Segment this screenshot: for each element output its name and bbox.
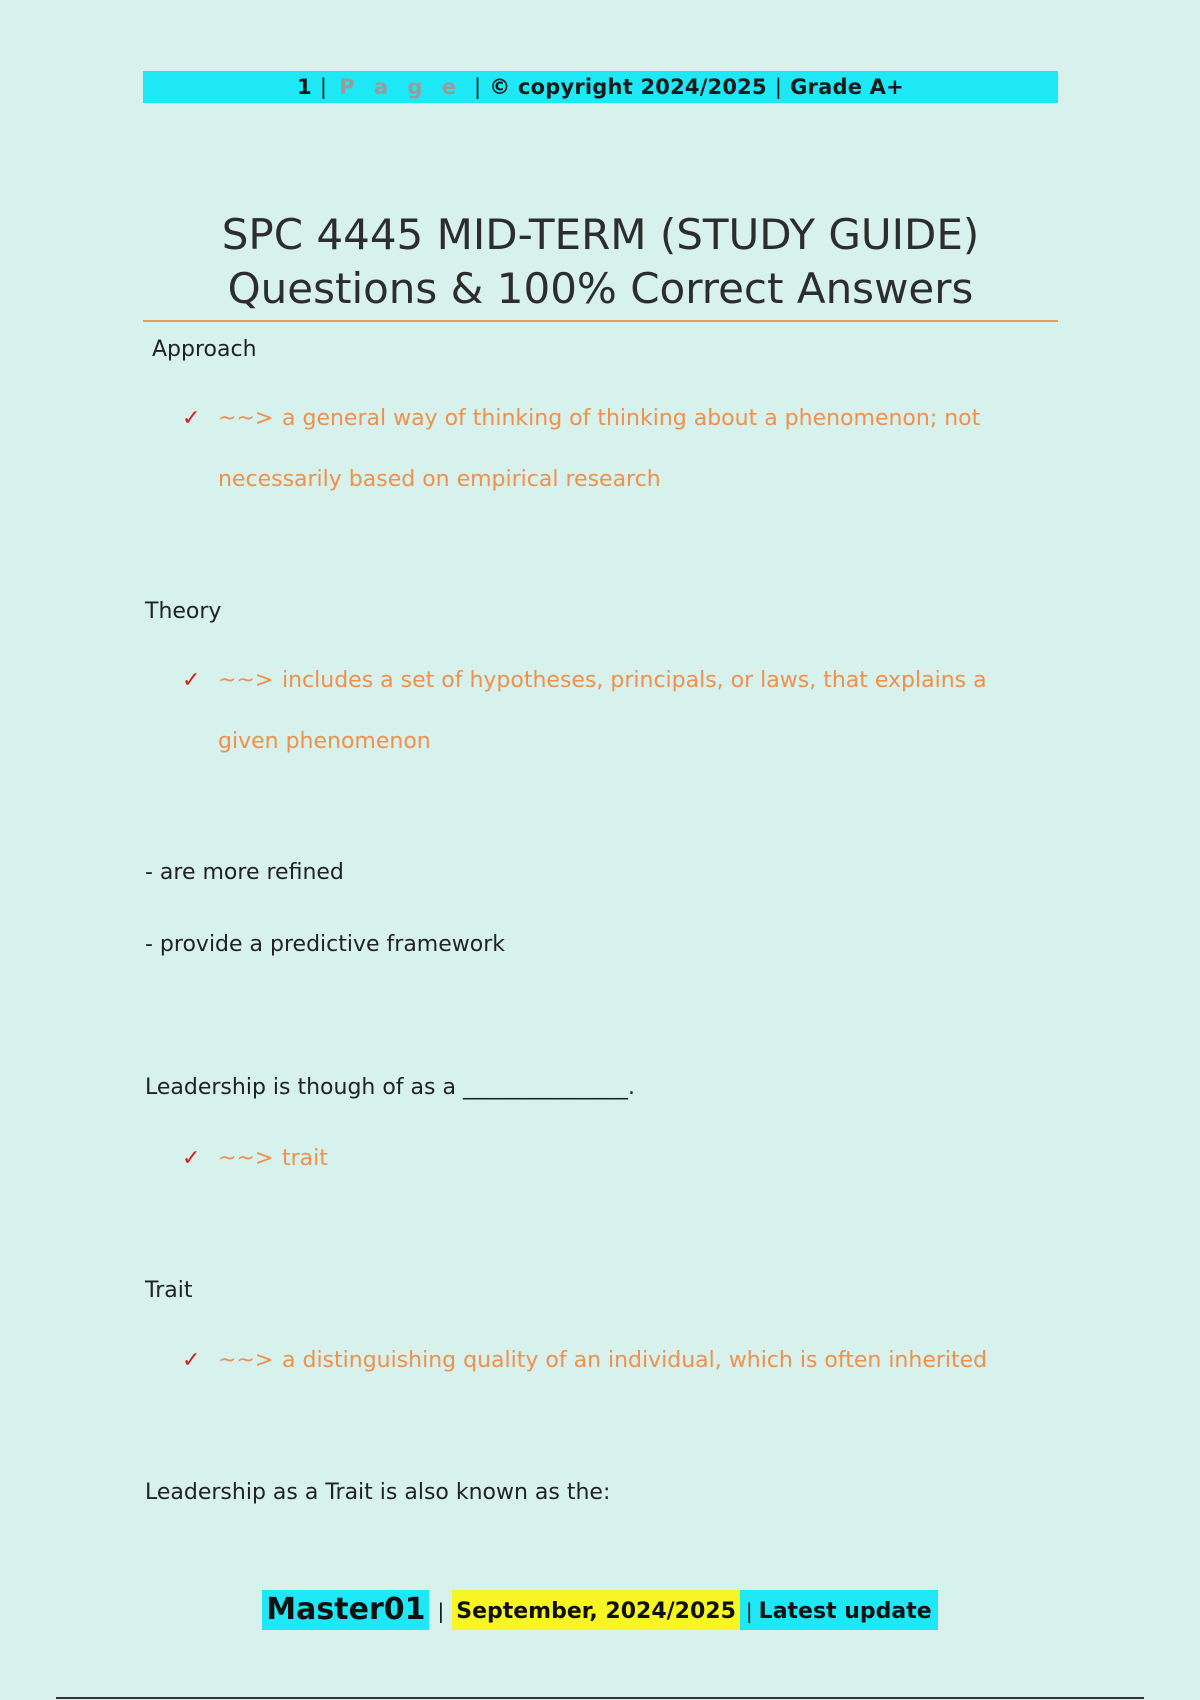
title-divider: [143, 320, 1058, 322]
question-leadership: Leadership is though of as a _______________.: [145, 1075, 635, 1100]
footer-separator: |: [740, 1590, 759, 1630]
arrow-marker: ~~>: [218, 668, 274, 693]
answer-text: trait: [282, 1146, 328, 1171]
answer-text: a general way of thinking of thinking about a phenomenon; not necessarily based on empirical research: [218, 406, 981, 492]
answer-text: a distinguishing quality of an individual, which is often inherited: [282, 1348, 988, 1373]
note-refined: - are more refined: [145, 860, 344, 885]
page-header: 1 | P a g e | © copyright 2024/2025 | Grade A+: [143, 71, 1058, 103]
check-icon: ✓: [182, 406, 201, 431]
arrow-marker: ~~>: [218, 1146, 274, 1171]
note-predictive: - provide a predictive framework: [145, 932, 506, 957]
bottom-divider: [56, 1697, 1144, 1699]
arrow-marker: ~~>: [218, 406, 274, 431]
question-trait-known-as: Leadership as a Trait is also known as the:: [145, 1480, 611, 1505]
title-line-1: SPC 4445 MID-TERM (STUDY GUIDE): [221, 210, 980, 259]
question-approach: Approach: [152, 337, 257, 362]
answer-theory: [182, 650, 1042, 772]
answer-leadership: [182, 1128, 1042, 1189]
check-icon: ✓: [182, 1146, 201, 1171]
date-label: September, 2024/2025: [452, 1590, 740, 1630]
title-line-2: Questions & 100% Correct Answers: [227, 264, 974, 313]
question-trait: Trait: [145, 1278, 193, 1303]
grade-text: Grade A+: [790, 75, 904, 99]
copyright-text: © copyright 2024/2025: [489, 75, 767, 99]
page-footer: [0, 1590, 1200, 1630]
check-icon: ✓: [182, 1348, 201, 1373]
answer-approach: [182, 388, 1042, 510]
author-label: Master01: [262, 1590, 429, 1630]
check-icon: ✓: [182, 668, 201, 693]
question-theory: Theory: [145, 599, 222, 624]
answer-text: includes a set of hypotheses, principals, or laws, that explains a given phenomenon: [218, 668, 987, 754]
footer-separator: |: [437, 1599, 445, 1623]
update-label: Latest update: [759, 1590, 938, 1630]
page-label: P a g e: [339, 75, 462, 99]
document-title: [143, 208, 1058, 316]
answer-trait: [182, 1330, 1042, 1391]
arrow-marker: ~~>: [218, 1348, 274, 1373]
page-number: 1: [297, 75, 312, 99]
